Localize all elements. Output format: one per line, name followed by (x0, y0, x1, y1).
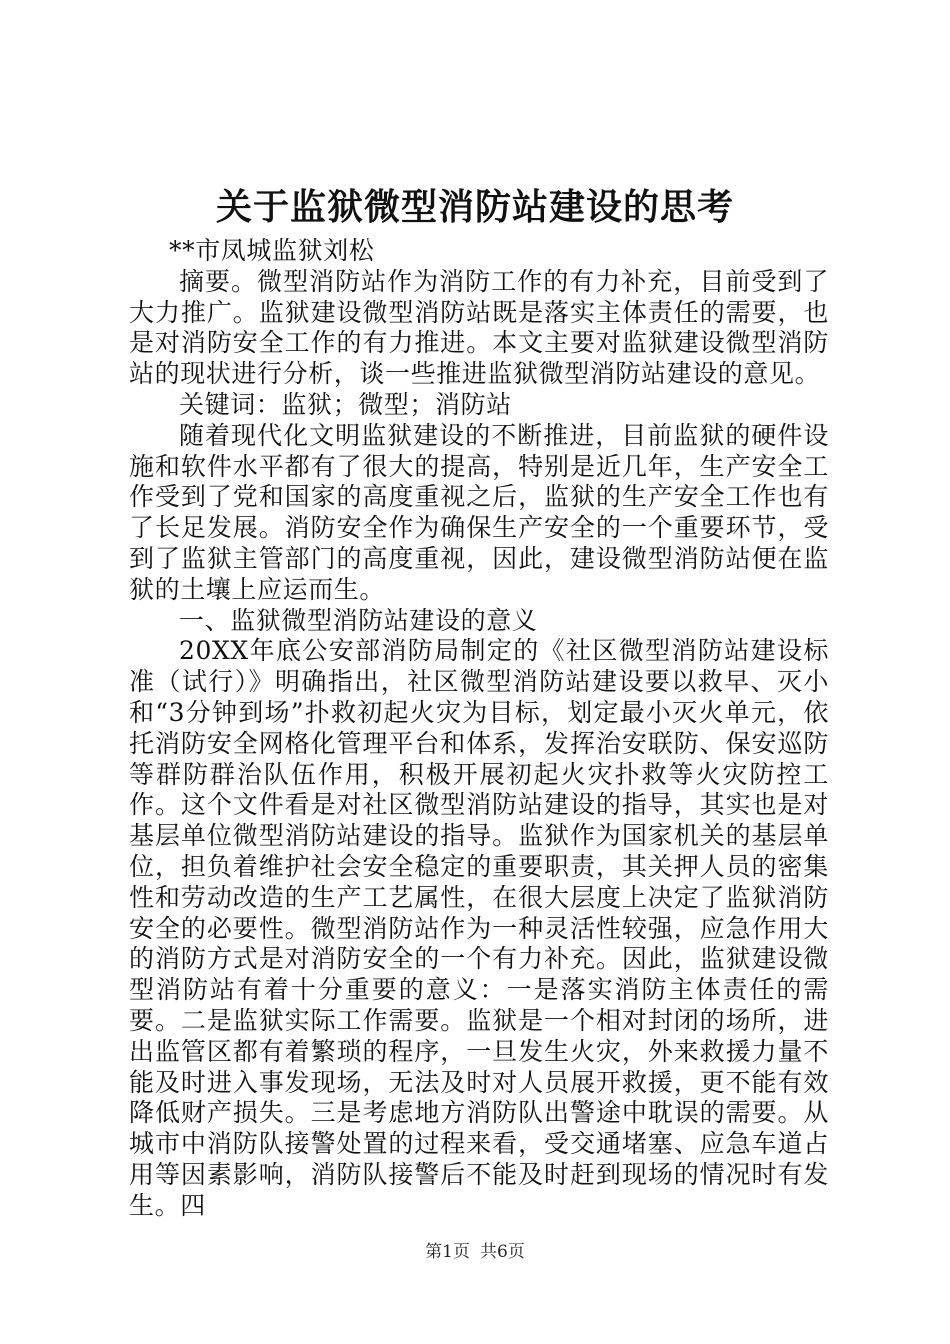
document-body (129, 236, 829, 1222)
abstract-paragraph: 摘要。微型消防站作为消防工作的有力补充，目前受到了大力推广。监狱建设微型消防站既是落实主体责任的需要，也是对消防安全工作的有力推进。本文主要对监狱建设微型消防站的现状进行分析，谈一些推进监狱微型消防站建设的意见。 (129, 266, 829, 389)
section-paragraph: 20XX年底公安部消防局制定的《社区微型消防站建设标准（试行）》明确指出，社区微型消防站建设要以救早、灭小和“3分钟到场”扑救初起火灾为目标，划定最小灭火单元，依托消防安全网格化管理平台和体系，发挥治安联防、保安巡防等群防群治队伍作用，积极开展初起火灾扑救等火灾防控工作。这个文件看是对社区微型消防站建设的指导，其实也是对基层单位微型消防站建设的指导。监狱作为国家机关的基层单位，担负着维护社会安全稳定的重要职责，其关押人员的密集性和劳动改造的生产工艺属性，在很大层度上决定了监狱消防安全的必要性。微型消防站作为一种灵活性较强，应急作用大的消防方式是对消防安全的一个有力补充。因此，监狱建设微型消防站有着十分重要的意义：一是落实消防主体责任的需要。二是监狱实际工作需要。监狱是一个相对封闭的场所，进出监管区都有着繁琐的程序，一旦发生火灾，外来救援力量不能及时进入事发现场，无法及时对人员展开救援，更不能有效降低财产损失。三是考虑地方消防队出警途中耽误的需要。从城市中消防队接警处置的过程来看，受交通堵塞、应急车道占用等因素影响，消防队接警后不能及时赶到现场的情况时有发生。四 (129, 636, 829, 1220)
document-title: 关于监狱微型消防站建设的思考 (215, 186, 734, 228)
keywords-paragraph: 关键词：监狱；微型；消防站 (179, 389, 512, 419)
section-heading: 一、监狱微型消防站建设的意义 (179, 605, 538, 635)
page-footer (0, 1240, 950, 1264)
author-line: **市凤城监狱刘松 (169, 236, 375, 265)
page-number: 第1页 (425, 1242, 470, 1262)
intro-paragraph: 随着现代化文明监狱建设的不断推进，目前监狱的硬件设施和软件水平都有了很大的提高，特别是近几年，生产安全工作受到了党和国家的高度重视之后，监狱的生产安全工作也有了长足发展。消防安全作为确保生产安全的一个重要环节，受到了监狱主管部门的高度重视，因此，建设微型消防站便在监狱的土壤上应运而生。 (129, 420, 829, 604)
page-total: 共6页 (480, 1242, 525, 1262)
